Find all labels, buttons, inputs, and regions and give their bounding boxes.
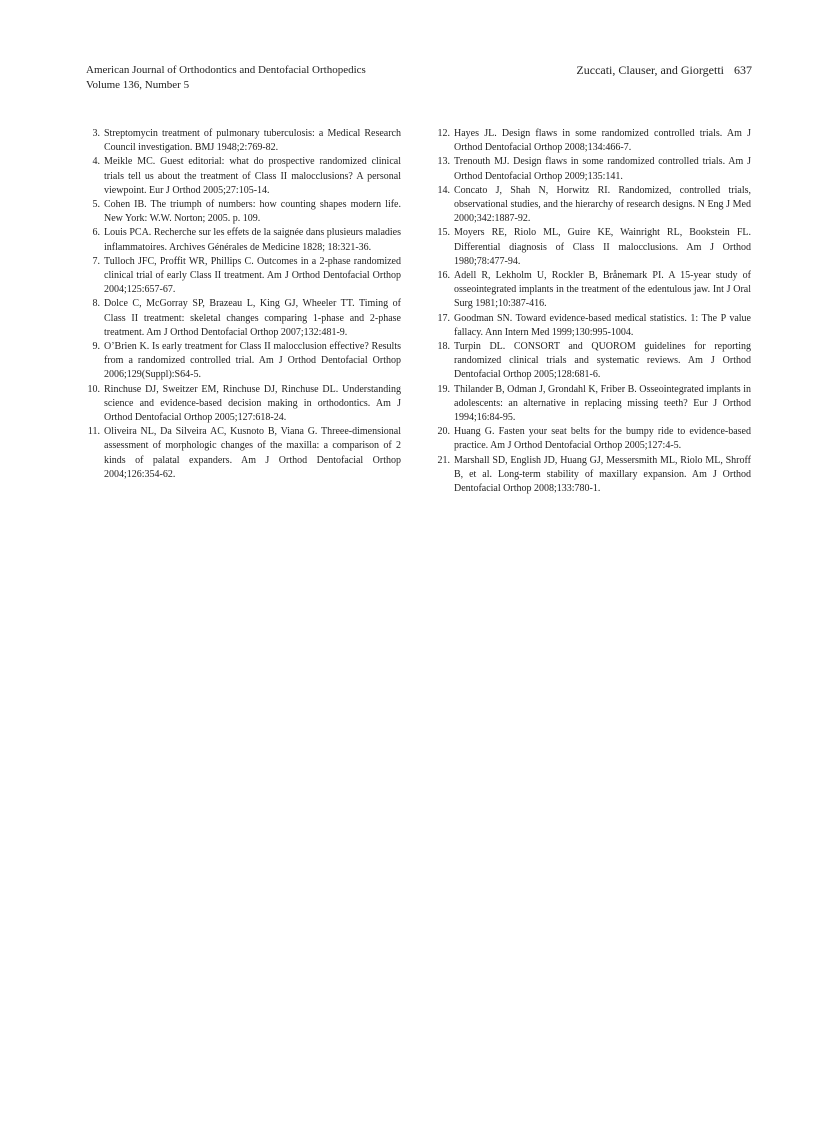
reference-number: 18. [437,341,450,353]
reference-text: Marshall SD, English JD, Huang GJ, Messersmith ML, Riolo ML, Shroff B, et al. Long-term stability of maxillary expansion. Am J Orthod Dentofacial Orthop 2008;133:780-1. [454,454,751,495]
reference-item [86,297,401,340]
reference-text: Thilander B, Odman J, Grondahl K, Friber B. Osseointegrated implants in adolescents: an alternative in replacing missing teeth? Eur J Orthod 1994;16:84-95. [454,383,751,424]
reference-item [86,383,401,426]
reference-item [86,155,401,198]
reference-text: Meikle MC. Guest editorial: what do prospective randomized clinical trials tell us about the treatment of Class II malocclusions? A personal viewpoint. Eur J Orthod 2005;27:105-14. [104,156,401,196]
reference-number: 17. [437,312,450,324]
reference-number: 12. [437,128,450,139]
reference-text: Hayes JL. Design flaws in some randomized controlled trials. Am J Orthod Dentofacial Orthop 2008;134:466-7. [454,128,751,154]
reference-item [436,184,751,227]
reference-number: 9. [92,341,100,353]
reference-item [436,383,751,426]
reference-text: Dolce C, McGorray SP, Brazeau L, King GJ, Wheeler TT. Timing of Class II treatment: skeletal changes comparing 1-phase and 2-phase treatment. Am J Orthod Dentofacial Orthop 2007;132:481-9. [104,298,401,338]
journal-title: American Journal of Orthodontics and Dentofacial Orthopedics [86,64,366,76]
reference-number: 14. [437,184,450,196]
reference-item [436,269,751,312]
reference-item [436,312,751,340]
reference-number: 21. [437,454,450,466]
running-authors: Zuccati, Clauser, and Giorgetti [576,63,724,77]
reference-text: Adell R, Lekholm U, Rockler B, Brånemark PI. A 15-year study of osseointegrated implants in the treatment of the edentulous jaw. Int J Oral Surg 1981;10:387-416. [454,270,751,310]
reference-text: Goodman SN. Toward evidence-based medical statistics. 1: The P value fallacy. Ann Intern Med 1999;130:995-1004. [454,312,751,338]
reference-item [436,226,751,269]
reference-text: Streptomycin treatment of pulmonary tuberculosis: a Medical Research Council investigation. BMJ 1948;2:769-82. [104,128,401,154]
reference-text: Cohen IB. The triumph of numbers: how counting shapes modern life. New York: W.W. Norton; 2005. p. 109. [104,199,401,225]
author-page-info [576,63,752,78]
reference-item [436,155,751,183]
reference-item [436,127,751,155]
reference-text: Turpin DL. CONSORT and QUOROM guidelines for reporting randomized clinical trials and systematic reviews. Am J Orthod Dentofacial Orthop 2005;128:681-6. [454,341,751,381]
reference-text: Trenouth MJ. Design flaws in some randomized controlled trials. Am J Orthod Dentofacial Orthop 2009;135:141. [454,156,751,182]
reference-column-left [86,127,401,482]
journal-info [86,63,366,93]
reference-number: 20. [437,426,450,438]
reference-text: Tulloch JFC, Proffit WR, Phillips C. Outcomes in a 2-phase randomized clinical trial of early Class II treatment. Am J Orthod Dentofacial Orthop 2004;125:657-67. [104,255,401,296]
reference-number: 4. [92,156,100,168]
reference-text: Louis PCA. Recherche sur les effets de la saignée dans plusieurs maladies inflammatoires. Archives Générales de Medicine 1828; 18:321-36. [104,227,401,253]
reference-number: 3. [92,128,100,139]
reference-list-right [436,127,751,496]
reference-item [86,198,401,226]
reference-number: 10. [87,383,100,395]
reference-number: 8. [92,298,100,310]
reference-number: 19. [437,383,450,395]
reference-number: 5. [92,199,100,211]
reference-item [86,255,401,298]
reference-item [86,226,401,254]
reference-number: 7. [92,255,100,267]
reference-item [86,340,401,383]
reference-item [86,425,401,482]
reference-number: 16. [437,270,450,282]
reference-number: 15. [437,227,450,239]
reference-item [86,127,401,155]
reference-item [436,454,751,497]
reference-number: 13. [437,156,450,168]
reference-text: Huang G. Fasten your seat belts for the bumpy ride to evidence-based practice. Am J Orthod Dentofacial Orthop 2005;127:4-5. [454,426,751,452]
reference-item [436,340,751,383]
reference-list-left [86,127,401,482]
reference-text: Moyers RE, Riolo ML, Guire KE, Wainright RL, Bookstein FL. Differential diagnosis of Class II malocclusions. Am J Orthod 1980;78:477-94. [454,227,751,267]
page-number: 637 [734,63,752,77]
reference-text: Oliveira NL, Da Silveira AC, Kusnoto B, Viana G. Threee-dimensional assessment of morphologic changes of the maxilla: a comparison of 2 kinds of palatal expanders. Am J Orthod Dentofacial Orthop 2004;126:354-62. [104,426,401,480]
reference-text: Concato J, Shah N, Horwitz RI. Randomized, controlled trials, observational studies, and the hierarchy of research designs. N Eng J Med 2000;342:1887-92. [454,184,751,225]
reference-item [436,425,751,453]
reference-number: 6. [92,227,100,239]
volume-info: Volume 136, Number 5 [86,79,190,91]
reference-text: O’Brien K. Is early treatment for Class II malocclusion effective? Results from a randomized controlled trial. Am J Orthod Dentofacial Orthop 2006;129(Suppl):S64-5. [104,341,401,381]
reference-text: Rinchuse DJ, Sweitzer EM, Rinchuse DJ, Rinchuse DL. Understanding science and evidence-based decision making in orthodontics. Am J Orthod Dentofacial Orthop 2005;127:618-24. [104,383,401,424]
reference-column-right [436,127,751,496]
reference-number: 11. [87,426,100,438]
